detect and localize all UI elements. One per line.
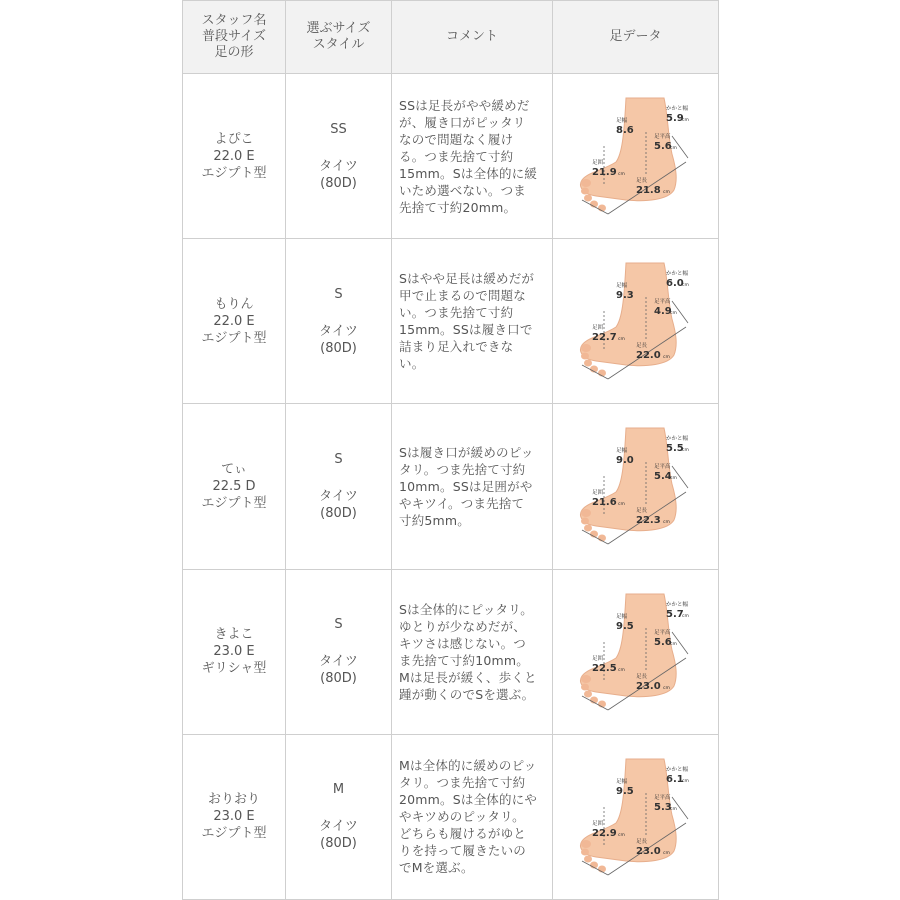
toe-3 (584, 525, 592, 532)
girth-unit: cm (617, 337, 625, 343)
header-size (286, 1, 392, 74)
usual-size: 23.0 E (213, 644, 255, 660)
girth-unit: cm (617, 667, 625, 673)
foot-shape: エジプト型 (201, 330, 267, 346)
style-label: タイツ (319, 158, 358, 174)
staff-name: てぃ (221, 461, 247, 477)
table-row (183, 74, 719, 239)
heel-unit: cm (681, 613, 689, 619)
girth-unit: cm (617, 172, 625, 178)
instep-label: 足平高 (653, 464, 671, 471)
style-label: タイツ (319, 654, 358, 670)
comment-line: 15mm。SSは履き口で (399, 322, 533, 338)
comment-cell (392, 239, 553, 404)
comment-line: 先捨て寸約20mm。 (399, 199, 517, 215)
girth-value: 21.6 (591, 497, 617, 509)
style-denier: (80D) (320, 505, 357, 521)
chosen-size: M (332, 782, 345, 798)
width-value: 9.3 (615, 290, 634, 302)
length-label: 足長 (635, 838, 647, 845)
foot-data-cell (553, 569, 719, 734)
girth-label: 足囲 (591, 490, 603, 497)
comment-cell (392, 74, 553, 239)
staff-name: よぴこ (214, 131, 254, 147)
length-unit: cm (662, 520, 670, 526)
instep-value: 5.3 (653, 801, 672, 813)
size-cell (286, 74, 392, 239)
toe-1 (581, 344, 591, 352)
header-staff (183, 1, 286, 74)
girth-unit: cm (617, 502, 625, 508)
toe-2 (581, 848, 589, 855)
usual-size: 22.5 D (212, 478, 256, 494)
usual-size: 22.0 E (213, 313, 255, 329)
girth-label: 足囲 (591, 160, 603, 167)
width-value: 9.5 (615, 620, 634, 632)
instep-label: 足平高 (653, 134, 671, 141)
foot-shape: ギリシャ型 (201, 661, 267, 677)
comment-line: る。つま先捨て寸約 (399, 148, 514, 164)
comment-line: Mは全体的に緩めのピッ (399, 758, 537, 774)
table-body (183, 74, 719, 900)
girth-label: 足囲 (591, 820, 603, 827)
instep-value: 4.9 (653, 306, 672, 318)
comment-line: 寸約5mm。 (399, 512, 471, 528)
comment-line: 15mm。Sは全体的に緩 (399, 165, 538, 181)
width-label: 足幅 (615, 118, 627, 125)
heel-label: かかと幅 (665, 766, 688, 773)
toe-1 (581, 509, 591, 517)
comment-line: 20mm。Sは全体的にや (399, 792, 538, 808)
comment-line: キツさは感じない。つ (399, 635, 527, 651)
foot-illustration (576, 592, 696, 712)
length-unit: cm (662, 850, 670, 856)
foot-data-cell (553, 239, 719, 404)
width-value: 9.5 (615, 785, 634, 797)
foot-illustration (576, 426, 696, 546)
comment-line: Sはやや足長は緩めだが (399, 271, 535, 287)
foot-data-cell (553, 74, 719, 239)
heel-value: 5.7 (665, 608, 684, 620)
staff-cell (183, 734, 286, 899)
heel-label: かかと幅 (665, 601, 688, 608)
heel-label: かかと幅 (665, 436, 688, 443)
header-size-line: スタイル (312, 37, 365, 52)
length-unit: cm (662, 685, 670, 691)
heel-value: 6.1 (665, 773, 684, 785)
staff-cell (183, 239, 286, 404)
heel-value: 5.9 (665, 113, 684, 125)
width-label: 足幅 (615, 283, 627, 290)
comment-line: Sは全体的にピッタリ。 (399, 601, 534, 617)
comment-line: 甲で止まるので問題な (399, 288, 527, 304)
length-value: 22.3 (635, 515, 661, 527)
comment-line: ま先捨て寸約10mm。 (399, 652, 529, 668)
fit-table (182, 0, 719, 900)
comment-line: ゆとりが少なめだが、 (399, 618, 527, 634)
comment-line: やキツイ。つま先捨て (399, 495, 525, 511)
toe-3 (584, 360, 592, 367)
length-label: 足長 (635, 343, 647, 350)
table-row (183, 404, 719, 569)
girth-unit: cm (617, 832, 625, 838)
comment-line: 踵が動くのでSを選ぶ。 (399, 686, 535, 702)
toe-3 (584, 195, 592, 202)
usual-size: 23.0 E (213, 809, 255, 825)
foot-data-cell (553, 404, 719, 569)
comment-line: Sは履き口が緩めのピッ (399, 444, 534, 460)
instep-value: 5.6 (653, 636, 672, 648)
style-denier: (80D) (320, 671, 357, 687)
header-row (183, 1, 719, 74)
style-label: タイツ (319, 488, 358, 504)
width-value: 8.6 (615, 125, 634, 137)
length-value: 23.0 (635, 845, 661, 857)
heel-label: かかと幅 (665, 106, 688, 113)
heel-value: 6.0 (665, 278, 684, 290)
size-cell (286, 404, 392, 569)
heel-value: 5.5 (665, 443, 684, 455)
instep-value: 5.6 (653, 141, 672, 153)
toe-2 (581, 353, 589, 360)
toe-2 (581, 188, 589, 195)
heel-unit: cm (681, 283, 689, 289)
staff-cell (183, 74, 286, 239)
comment-line: りを持って履きたいの (399, 843, 527, 859)
length-label: 足長 (635, 508, 647, 515)
comment-line: なので問題なく履け (399, 131, 514, 147)
foot-data-cell (553, 734, 719, 899)
instep-unit: cm (669, 476, 677, 482)
comment-cell (392, 569, 553, 734)
comment-line: 10mm。SSは足囲がや (399, 478, 533, 494)
header-foot: 足データ (553, 1, 719, 74)
chosen-size: S (334, 617, 343, 633)
chosen-size: S (334, 451, 343, 467)
usual-size: 22.0 E (213, 148, 255, 164)
comment-line: SSは足長がやや緩めだ (399, 97, 530, 113)
toe-1 (581, 675, 591, 683)
toe-3 (584, 855, 592, 862)
length-label: 足長 (635, 178, 647, 185)
staff-name: おりおり (207, 792, 260, 808)
comment-line: 詰まり足入れできな (399, 339, 514, 355)
comment-line: い。 (399, 356, 425, 372)
width-label: 足幅 (615, 778, 627, 785)
size-cell (286, 239, 392, 404)
instep-value: 5.4 (653, 471, 672, 483)
length-unit: cm (662, 190, 670, 196)
toe-3 (584, 690, 592, 697)
comment-cell (392, 734, 553, 899)
staff-cell (183, 569, 286, 734)
staff-cell (183, 404, 286, 569)
instep-label: 足平高 (653, 794, 671, 801)
length-value: 21.8 (635, 185, 661, 197)
length-label: 足長 (635, 673, 647, 680)
girth-value: 22.9 (591, 827, 617, 839)
header-size-line: 選ぶサイズ (306, 21, 371, 36)
table-row (183, 734, 719, 899)
foot-shape: エジプト型 (201, 165, 267, 181)
instep-label: 足平高 (653, 629, 671, 636)
header-comment: コメント (392, 1, 553, 74)
girth-value: 22.7 (591, 332, 617, 344)
comment-line: タリ。つま先捨て寸約 (399, 775, 526, 791)
table-row (183, 569, 719, 734)
foot-shape: エジプト型 (201, 826, 267, 842)
comment-cell (392, 404, 553, 569)
style-label: タイツ (319, 323, 358, 339)
chosen-size: S (334, 286, 343, 302)
foot-shape: エジプト型 (201, 495, 267, 511)
comment-line: いため選べない。つま (399, 182, 527, 198)
width-value: 9.0 (615, 455, 634, 467)
heel-label: かかと幅 (665, 271, 688, 278)
comment-line: でMを選ぶ。 (399, 860, 474, 876)
comment-line: い。つま先捨て寸約 (399, 305, 514, 321)
foot-illustration (576, 757, 696, 877)
chosen-size: SS (330, 121, 347, 137)
toe-2 (581, 683, 589, 690)
table-row (183, 239, 719, 404)
girth-value: 21.9 (591, 167, 617, 179)
header-staff-line: スタッフ名 (201, 13, 267, 28)
girth-value: 22.5 (591, 662, 617, 674)
staff-name: もりん (214, 296, 254, 312)
size-cell (286, 734, 392, 899)
comment-line: やキツめのピッタリ。 (399, 809, 525, 825)
instep-unit: cm (669, 806, 677, 812)
toe-2 (581, 518, 589, 525)
instep-unit: cm (669, 641, 677, 647)
comment-line: Mは足長が緩く、歩くと (399, 669, 537, 685)
instep-label: 足平高 (653, 299, 671, 306)
width-label: 足幅 (615, 613, 627, 620)
instep-unit: cm (669, 311, 677, 317)
width-label: 足幅 (615, 448, 627, 455)
length-value: 23.0 (635, 680, 661, 692)
style-label: タイツ (319, 819, 358, 835)
style-denier: (80D) (320, 340, 357, 356)
heel-unit: cm (681, 448, 689, 454)
header-staff-line: 足の形 (214, 45, 254, 60)
foot-illustration (576, 96, 696, 216)
size-cell (286, 569, 392, 734)
girth-label: 足囲 (591, 325, 603, 332)
girth-label: 足囲 (591, 655, 603, 662)
length-value: 22.0 (635, 350, 661, 362)
comment-line: タリ。つま先捨て寸約 (399, 461, 526, 477)
style-denier: (80D) (320, 836, 357, 852)
instep-unit: cm (669, 146, 677, 152)
comment-line: が、履き口がピッタリ (399, 114, 526, 130)
heel-unit: cm (681, 118, 689, 124)
header-staff-line: 普段サイズ (202, 29, 266, 44)
style-denier: (80D) (320, 175, 357, 191)
comment-line: どちらも履けるがゆと (399, 826, 527, 842)
heel-unit: cm (681, 778, 689, 784)
toe-1 (581, 840, 591, 848)
toe-1 (581, 179, 591, 187)
length-unit: cm (662, 355, 670, 361)
foot-illustration (576, 261, 696, 381)
staff-name: きよこ (214, 627, 254, 643)
